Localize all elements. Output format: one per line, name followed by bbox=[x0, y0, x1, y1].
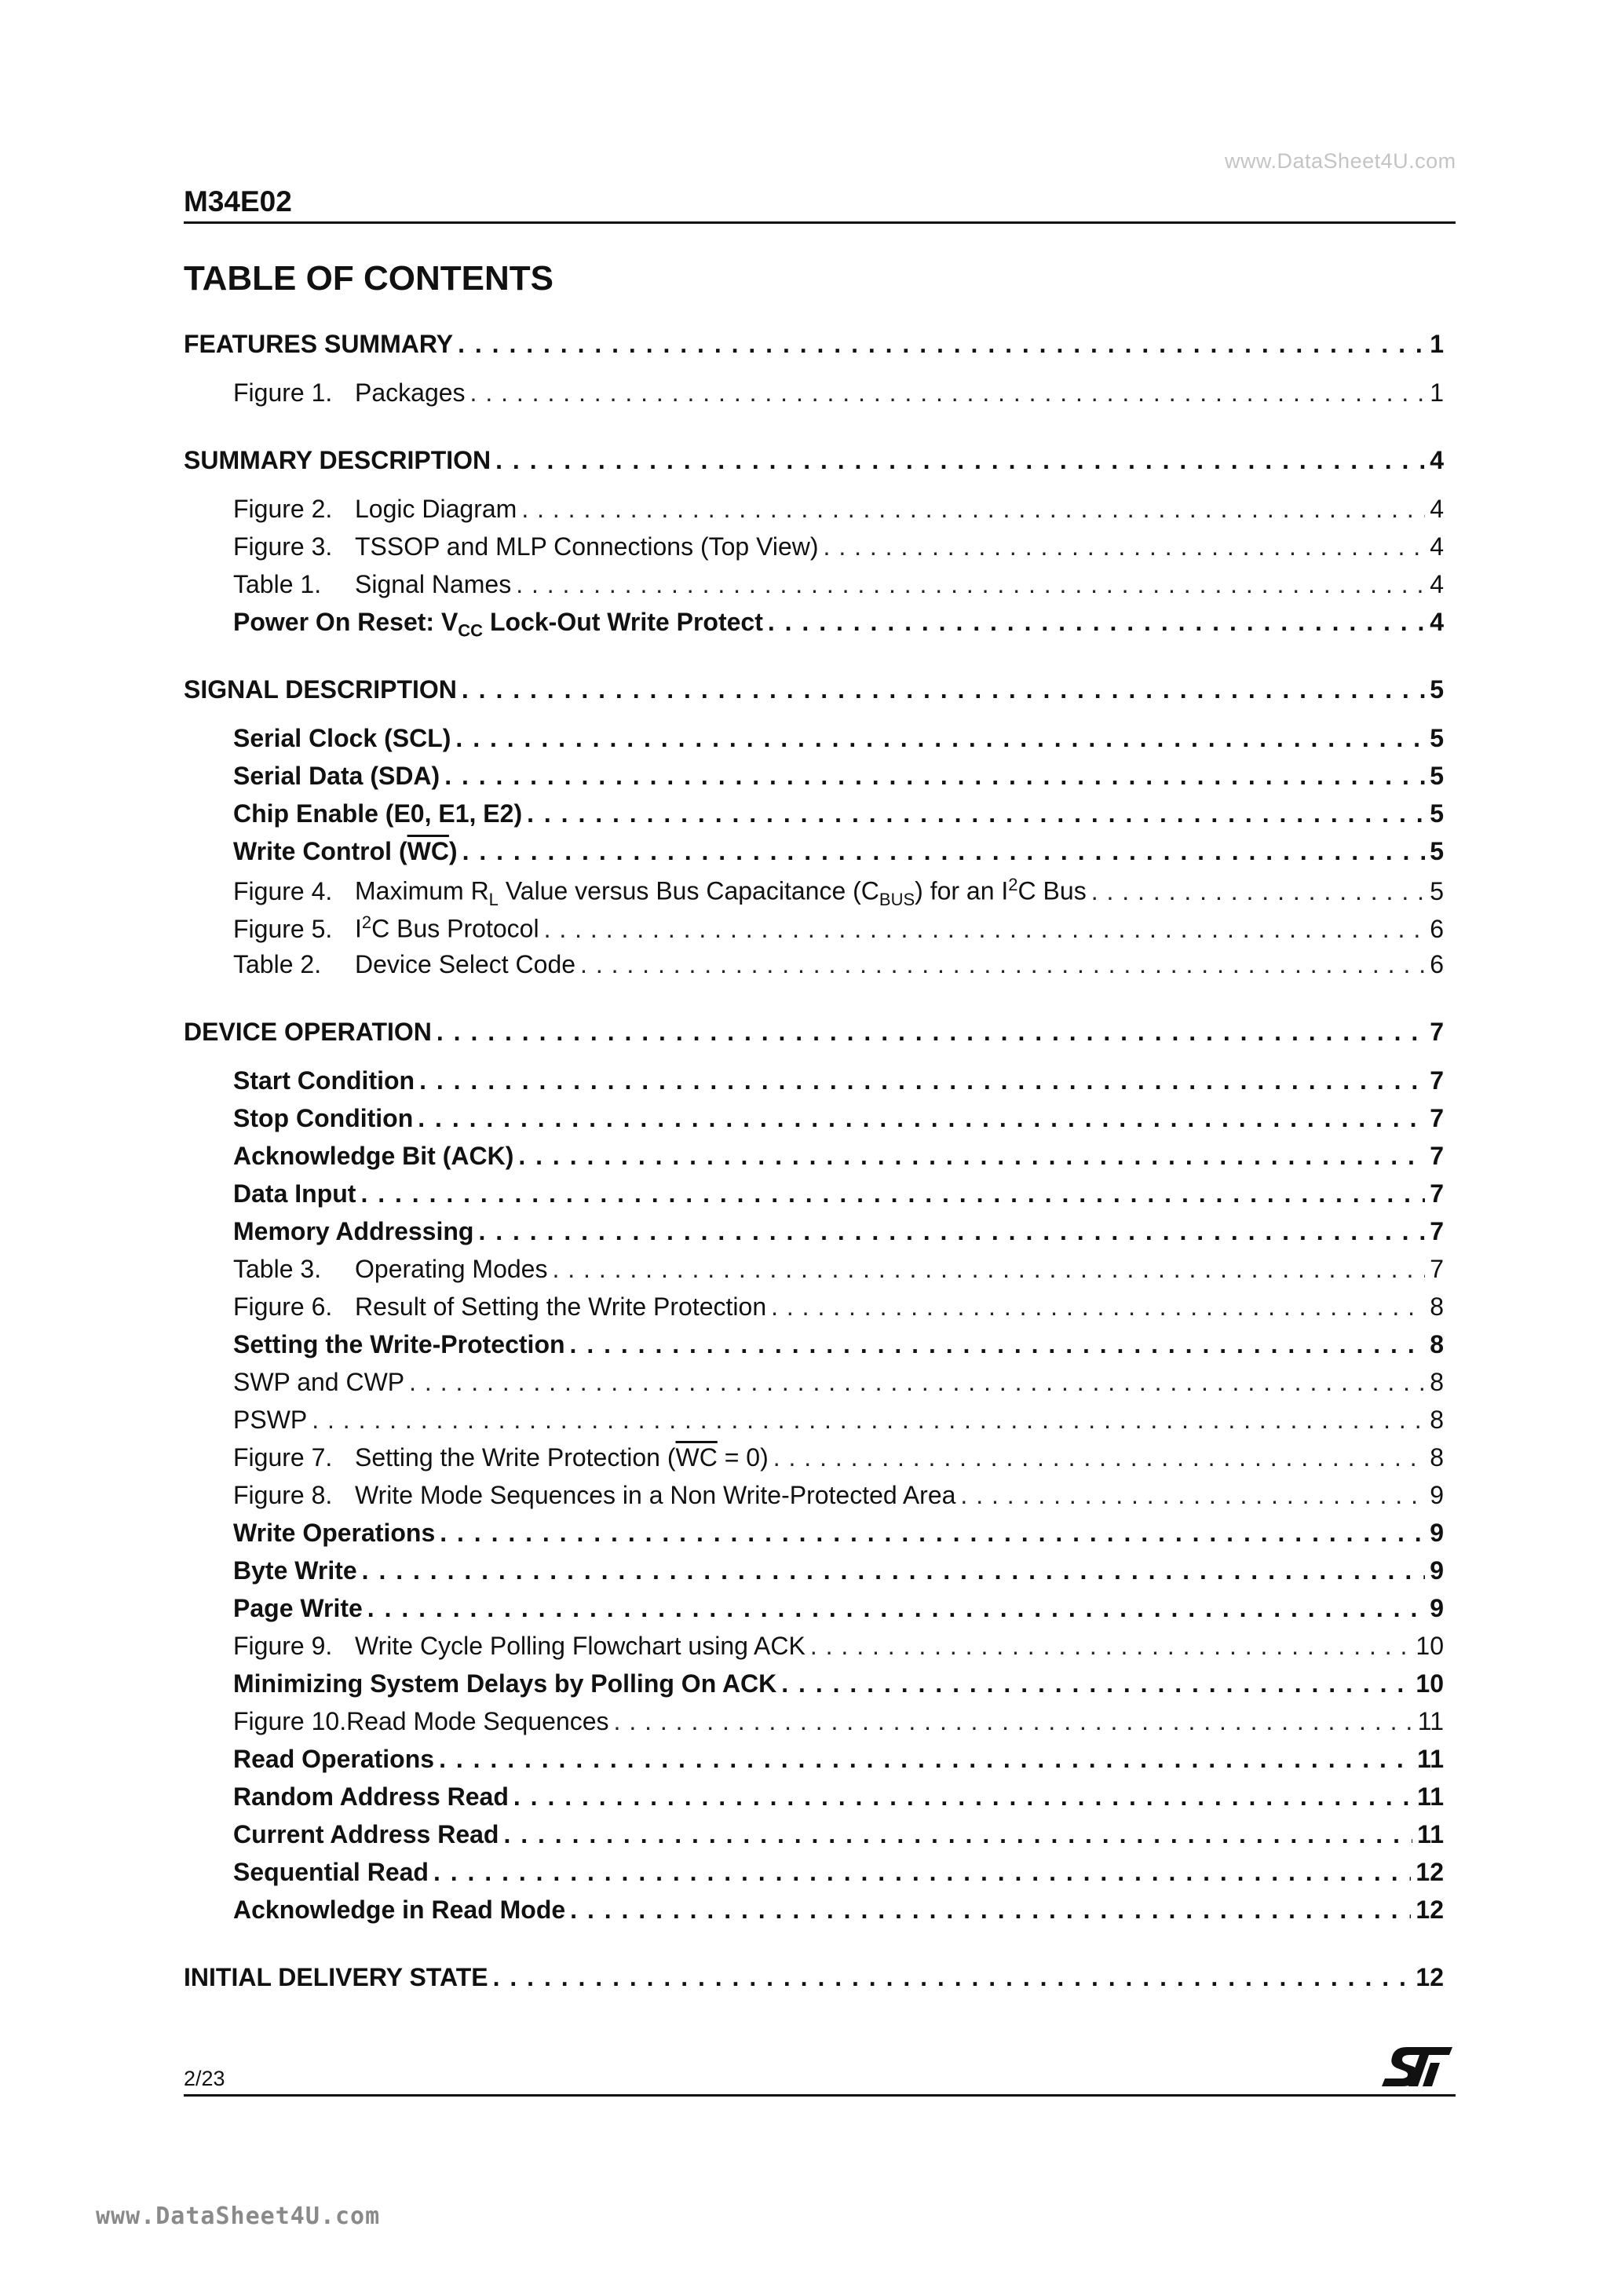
leader-dots bbox=[781, 1669, 1411, 1698]
toc-entry-setting-write-protection[interactable] bbox=[184, 1330, 1444, 1368]
leader-dots bbox=[462, 675, 1425, 704]
toc-page-number: 11 bbox=[1417, 1820, 1444, 1848]
toc-entry-title: Setting the Write-Protection bbox=[233, 1330, 565, 1358]
toc-page-number: 5 bbox=[1430, 762, 1444, 790]
toc-entry-current-address-read[interactable] bbox=[184, 1820, 1444, 1858]
toc-page-number: 10 bbox=[1416, 1632, 1444, 1660]
leader-dots bbox=[367, 1594, 1425, 1623]
toc-page-number: 9 bbox=[1430, 1556, 1444, 1585]
leader-dots bbox=[516, 570, 1425, 599]
leader-dots bbox=[580, 950, 1425, 979]
leader-dots bbox=[614, 1707, 1413, 1736]
toc-entry-figure-3[interactable] bbox=[184, 532, 1444, 570]
leader-dots bbox=[495, 446, 1425, 475]
toc-entry-title: I bbox=[355, 914, 362, 943]
toc-entry-figure-5[interactable] bbox=[184, 912, 1444, 950]
toc-entry-title: Write Mode Sequences in a Non Write-Protected Area bbox=[355, 1481, 956, 1509]
toc-entry-title-cont: = 0) bbox=[717, 1443, 769, 1472]
subscript: CC bbox=[458, 620, 484, 641]
toc-entry-figure-6[interactable] bbox=[184, 1292, 1444, 1330]
toc-section-features-summary[interactable] bbox=[184, 330, 1444, 367]
toc-entry-data-input[interactable] bbox=[184, 1179, 1444, 1217]
leader-dots bbox=[527, 799, 1425, 828]
leader-dots bbox=[493, 1963, 1412, 1992]
toc-entry-figure-8[interactable] bbox=[184, 1481, 1444, 1519]
toc-entry-table-2[interactable] bbox=[184, 950, 1444, 988]
toc-page-number: 6 bbox=[1430, 914, 1444, 943]
toc-entry-label: Table 2. bbox=[233, 950, 322, 978]
leader-dots bbox=[824, 532, 1426, 561]
toc-entry-title: Power On Reset: V bbox=[233, 608, 458, 636]
toc-entry-label: Figure 2. bbox=[233, 495, 333, 523]
toc-entry-title: Chip Enable (E0, E1, E2) bbox=[233, 799, 523, 828]
leader-dots bbox=[570, 1330, 1426, 1359]
leader-dots bbox=[810, 1632, 1412, 1661]
leader-dots bbox=[503, 1820, 1412, 1849]
leader-dots bbox=[544, 915, 1426, 944]
toc-page-number: 12 bbox=[1416, 1963, 1444, 1991]
toc-section-initial-delivery-state[interactable] bbox=[184, 1963, 1444, 2001]
toc-page-number: 7 bbox=[1430, 1179, 1444, 1208]
toc-entry-label: Figure 6. bbox=[233, 1292, 333, 1321]
toc-page-number: 10 bbox=[1416, 1669, 1444, 1698]
toc-entry-page-write[interactable] bbox=[184, 1594, 1444, 1632]
toc-page-number: 4 bbox=[1430, 608, 1444, 636]
toc-entry-title: Serial Clock (SCL) bbox=[233, 724, 451, 752]
toc-entry-title: Sequential Read bbox=[233, 1858, 429, 1886]
toc-page-number: 1 bbox=[1430, 378, 1444, 407]
toc-entry-stop-condition[interactable] bbox=[184, 1104, 1444, 1142]
toc-entry-title: Packages bbox=[355, 378, 466, 407]
header-rule bbox=[184, 221, 1456, 224]
toc-page-number: 4 bbox=[1430, 495, 1444, 523]
toc-page-number: 5 bbox=[1430, 799, 1444, 828]
toc-page-number: 8 bbox=[1430, 1368, 1444, 1396]
toc-page-number: 11 bbox=[1417, 1745, 1444, 1773]
toc-entry-chip-enable[interactable] bbox=[184, 799, 1444, 837]
toc-entry-start-condition[interactable] bbox=[184, 1066, 1444, 1104]
toc-entry-title: Read Operations bbox=[233, 1745, 435, 1773]
toc-entry-table-1[interactable] bbox=[184, 570, 1444, 608]
toc-entry-title: Serial Data (SDA) bbox=[233, 762, 440, 790]
toc-page-number: 11 bbox=[1417, 1782, 1444, 1811]
toc-page-number: 9 bbox=[1430, 1594, 1444, 1622]
toc-entry-title-cont: Value versus Bus Capacitance (C bbox=[498, 876, 879, 905]
leader-dots bbox=[513, 1782, 1412, 1812]
toc-page-number: 7 bbox=[1430, 1018, 1444, 1046]
superscript: 2 bbox=[361, 912, 372, 932]
toc-entry-title: DEVICE OPERATION bbox=[184, 1018, 432, 1046]
toc-entry-title: Memory Addressing bbox=[233, 1217, 474, 1245]
toc-page-number: 7 bbox=[1430, 1217, 1444, 1245]
toc-entry-title: Logic Diagram bbox=[355, 495, 517, 523]
toc-entry-title: FEATURES SUMMARY bbox=[184, 330, 454, 358]
toc-entry-title: Stop Condition bbox=[233, 1104, 414, 1132]
toc-entry-power-on-reset[interactable] bbox=[184, 608, 1444, 645]
toc-page-number: 8 bbox=[1430, 1292, 1444, 1321]
leader-dots bbox=[418, 1104, 1425, 1133]
toc-entry-title: PSWP bbox=[233, 1406, 308, 1434]
leader-dots bbox=[455, 724, 1425, 753]
toc-page-number: 8 bbox=[1430, 1406, 1444, 1434]
leader-dots bbox=[462, 837, 1426, 866]
toc-entry-title: Write Cycle Polling Flowchart using ACK bbox=[355, 1632, 806, 1660]
toc-page-number: 9 bbox=[1430, 1519, 1444, 1547]
subscript: BUS bbox=[879, 890, 915, 910]
toc-entry-title: Current Address Read bbox=[233, 1820, 499, 1848]
toc-entry-sequential-read[interactable] bbox=[184, 1858, 1444, 1896]
toc-entry-label: Figure 8. bbox=[233, 1481, 333, 1509]
leader-dots bbox=[478, 1217, 1425, 1246]
leader-dots bbox=[518, 1142, 1425, 1171]
toc-entry-acknowledge-bit[interactable] bbox=[184, 1142, 1444, 1179]
toc-entry-serial-data[interactable] bbox=[184, 762, 1444, 799]
toc-entry-title: Maximum R bbox=[355, 876, 489, 905]
toc-entry-label: Figure 4. bbox=[233, 876, 333, 905]
toc-entry-title-cont: Lock-Out Write Protect bbox=[483, 608, 763, 636]
toc-entry-serial-clock[interactable] bbox=[184, 724, 1444, 762]
leader-dots bbox=[470, 378, 1426, 408]
leader-dots bbox=[437, 1018, 1425, 1047]
toc-page-number: 5 bbox=[1430, 675, 1444, 704]
toc-entry-title-cont: C Bus bbox=[1017, 876, 1087, 905]
overlined-signal: $\overline{WC}$ bbox=[675, 1443, 718, 1472]
toc-entry-minimizing-delays[interactable] bbox=[184, 1669, 1444, 1707]
toc-entry-title: Acknowledge in Read Mode bbox=[233, 1896, 566, 1924]
leader-dots bbox=[439, 1745, 1412, 1774]
toc-page-number: 9 bbox=[1430, 1481, 1444, 1509]
leader-dots bbox=[419, 1066, 1425, 1095]
toc-section-summary-description[interactable] bbox=[184, 446, 1444, 484]
leader-dots bbox=[771, 1292, 1425, 1322]
leader-dots bbox=[570, 1896, 1411, 1925]
leader-dots bbox=[1091, 877, 1426, 906]
leader-dots bbox=[444, 762, 1425, 791]
toc-entry-pswp[interactable] bbox=[184, 1406, 1444, 1443]
toc-page-number: 7 bbox=[1430, 1066, 1444, 1095]
toc-entry-figure-10[interactable] bbox=[184, 1707, 1444, 1745]
toc-entry-write-control[interactable] bbox=[184, 837, 1444, 875]
toc-section-device-operation[interactable] bbox=[184, 1018, 1444, 1055]
toc-entry-title: SIGNAL DESCRIPTION bbox=[184, 675, 457, 704]
toc-page-number: 8 bbox=[1430, 1443, 1444, 1472]
table-of-contents bbox=[184, 330, 1444, 2001]
toc-entry-title: Operating Modes bbox=[355, 1255, 548, 1283]
toc-entry-memory-addressing[interactable] bbox=[184, 1217, 1444, 1255]
toc-page-number: 5 bbox=[1430, 876, 1444, 905]
leader-dots bbox=[440, 1519, 1425, 1548]
toc-section-signal-description[interactable] bbox=[184, 675, 1444, 713]
watermark-top: www.DataSheet4U.com bbox=[1225, 149, 1456, 173]
toc-entry-title-cont: C Bus Protocol bbox=[371, 914, 539, 943]
toc-entry-byte-write[interactable] bbox=[184, 1556, 1444, 1594]
leader-dots bbox=[773, 1443, 1425, 1472]
leader-dots bbox=[552, 1255, 1425, 1284]
toc-entry-read-operations[interactable] bbox=[184, 1745, 1444, 1782]
page-number: 2/23 bbox=[184, 2067, 225, 2090]
toc-entry-ack-read-mode[interactable] bbox=[184, 1896, 1444, 1933]
toc-entry-title: INITIAL DELIVERY STATE bbox=[184, 1963, 488, 1991]
toc-page-number: 12 bbox=[1416, 1858, 1444, 1886]
toc-entry-write-operations[interactable] bbox=[184, 1519, 1444, 1556]
subscript: L bbox=[488, 890, 499, 910]
toc-entry-title: Byte Write bbox=[233, 1556, 357, 1585]
leader-dots bbox=[312, 1406, 1425, 1435]
toc-entry-title: Minimizing System Delays by Polling On ACK bbox=[233, 1669, 777, 1698]
toc-page-number: 4 bbox=[1430, 446, 1444, 474]
leader-dots bbox=[458, 330, 1425, 359]
toc-title: TABLE OF CONTENTS bbox=[184, 259, 553, 298]
leader-dots bbox=[960, 1481, 1425, 1510]
toc-entry-label: Table 3. bbox=[233, 1255, 322, 1283]
leader-dots bbox=[768, 608, 1425, 637]
toc-entry-label: Figure 9. bbox=[233, 1632, 333, 1660]
toc-page-number: 6 bbox=[1430, 950, 1444, 978]
toc-entry-figure-2[interactable] bbox=[184, 495, 1444, 532]
toc-page-number: 5 bbox=[1430, 837, 1444, 865]
toc-page-number: 1 bbox=[1430, 330, 1444, 358]
toc-entry-figure-7[interactable] bbox=[184, 1443, 1444, 1481]
toc-entry-random-address-read[interactable] bbox=[184, 1782, 1444, 1820]
overlined-signal: $\overline{WC}$ bbox=[407, 837, 449, 865]
superscript: 2 bbox=[1008, 875, 1018, 894]
toc-entry-title: Result of Setting the Write Protection bbox=[355, 1292, 767, 1321]
toc-entry-title: Figure 10.Read Mode Sequences bbox=[233, 1707, 609, 1735]
toc-entry-title: Write Control ( bbox=[233, 837, 407, 865]
toc-page-number: 11 bbox=[1417, 1707, 1444, 1735]
toc-entry-title-cont: ) bbox=[448, 837, 458, 865]
toc-page-number: 7 bbox=[1430, 1255, 1444, 1283]
toc-entry-figure-1[interactable] bbox=[184, 378, 1444, 416]
toc-entry-title: SWP and CWP bbox=[233, 1368, 405, 1396]
toc-entry-table-3[interactable] bbox=[184, 1255, 1444, 1292]
toc-entry-title: Start Condition bbox=[233, 1066, 415, 1095]
toc-entry-swp-cwp[interactable] bbox=[184, 1368, 1444, 1406]
leader-dots bbox=[362, 1556, 1426, 1585]
toc-page-number: 12 bbox=[1416, 1896, 1444, 1924]
st-logo-icon bbox=[1379, 2044, 1456, 2089]
toc-entry-title: SUMMARY DESCRIPTION bbox=[184, 446, 491, 474]
toc-page-number: 7 bbox=[1430, 1104, 1444, 1132]
leader-dots bbox=[360, 1179, 1425, 1208]
toc-entry-title: Device Select Code bbox=[355, 950, 576, 978]
toc-entry-label: Figure 5. bbox=[233, 914, 333, 943]
toc-page-number: 8 bbox=[1430, 1330, 1444, 1358]
toc-entry-figure-9[interactable] bbox=[184, 1632, 1444, 1669]
toc-entry-title: Write Operations bbox=[233, 1519, 436, 1547]
toc-entry-title: TSSOP and MLP Connections (Top View) bbox=[355, 532, 819, 561]
toc-entry-figure-4[interactable] bbox=[184, 875, 1444, 912]
toc-entry-label: Figure 7. bbox=[233, 1443, 333, 1472]
toc-entry-title: Random Address Read bbox=[233, 1782, 509, 1811]
toc-entry-title: Data Input bbox=[233, 1179, 356, 1208]
toc-entry-title: Acknowledge Bit (ACK) bbox=[233, 1142, 514, 1170]
toc-page-number: 5 bbox=[1430, 724, 1444, 752]
document-id: M34E02 bbox=[184, 185, 292, 218]
toc-entry-title: Page Write bbox=[233, 1594, 363, 1622]
leader-dots bbox=[521, 495, 1425, 524]
toc-entry-title: Signal Names bbox=[355, 570, 512, 598]
footer-rule bbox=[184, 2094, 1456, 2097]
toc-entry-label: Figure 1. bbox=[233, 378, 333, 407]
toc-entry-label: Table 1. bbox=[233, 570, 322, 598]
toc-page-number: 4 bbox=[1430, 570, 1444, 598]
toc-entry-title-cont: ) for an I bbox=[915, 876, 1009, 905]
leader-dots bbox=[409, 1368, 1425, 1397]
toc-entry-label: Figure 3. bbox=[233, 532, 333, 561]
toc-page-number: 4 bbox=[1430, 532, 1444, 561]
watermark-bottom: www.DataSheet4U.com bbox=[96, 2203, 381, 2230]
toc-page-number: 7 bbox=[1430, 1142, 1444, 1170]
toc-entry-title: Setting the Write Protection ( bbox=[355, 1443, 676, 1472]
leader-dots bbox=[433, 1858, 1411, 1887]
